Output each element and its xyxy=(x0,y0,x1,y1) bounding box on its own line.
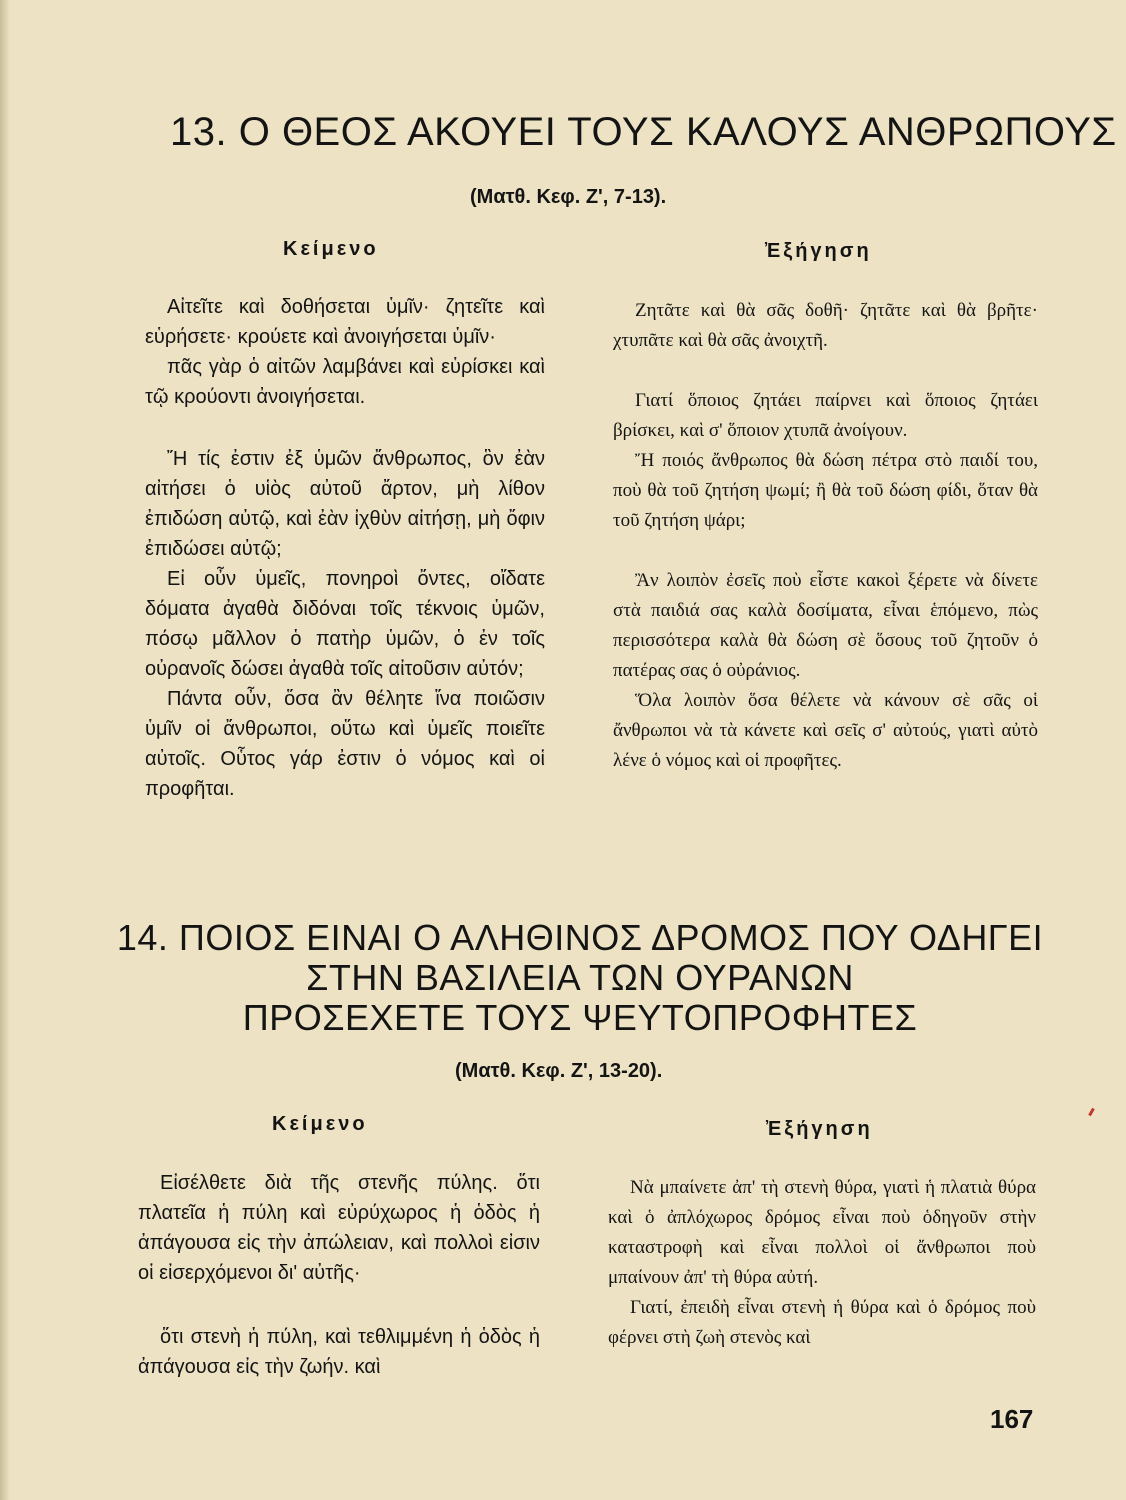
section-14-explanation-heading: Ἐξήγηση xyxy=(766,1118,873,1140)
section-14-original-text xyxy=(138,1168,540,1382)
page-edge-shadow xyxy=(0,0,10,1500)
original-paragraph: Αἰτεῖτε καὶ δοθήσεται ὑμῖν· ζητεῖτε καὶ εὑρήσετε· κρούετε καὶ ἀνοιγήσεται ὑμῖν· xyxy=(145,296,545,348)
original-paragraph: Ἤ τίς ἐστιν ἐξ ὑμῶν ἄνθρωπος, ὃν ἐὰν αἰτήσει ὁ υἱὸς αὐτοῦ ἄρτον, μὴ λίθον ἐπιδώση αὐτῷ, καὶ ἐὰν ἰχθὺν αἰτήσῃ, μὴ ὄφιν ἐπιδώσει αὐτῷ; xyxy=(145,448,545,560)
original-paragraph: πᾶς γὰρ ὁ αἰτῶν λαμβάνει καὶ εὑρίσκει καὶ τῷ κρούοντι ἀνοιγήσεται. xyxy=(145,356,545,408)
explanation-paragraph: Ὅλα λοιπὸν ὅσα θέλετε νὰ κάνουν σὲ σᾶς οἱ ἄνθρωποι νὰ τὰ κάνετε καὶ σεῖς σ' αὐτούς, γιατὶ αὐτὸ λένε ὁ νόμος καὶ οἱ προφῆτες. xyxy=(613,690,1038,771)
explanation-paragraph: Γιατί ὅποιος ζητάει παίρνει καὶ ὅποιος ζητάει βρίσκει, καὶ σ' ὅποιον χτυπᾶ ἀνοίγουν. xyxy=(613,390,1038,441)
original-paragraph: Εἰσέλθετε διὰ τῆς στενῆς πύλης. ὅτι πλατεῖα ἡ πύλη καὶ εὐρύχωρος ἡ ὁδὸς ἡ ἀπάγουσα εἰς τὴν ἀπώλειαν, καὶ πολλοὶ εἰσιν οἱ εἰσερχόμενοι δι' αὐτῆς· xyxy=(138,1172,540,1284)
section-14-text-heading: Κείμενο xyxy=(272,1113,368,1135)
ink-mark xyxy=(1088,1108,1095,1116)
section-13-reference: (Ματθ. Κεφ. Ζ', 7-13). xyxy=(470,186,667,208)
explanation-paragraph: Ζητᾶτε καὶ θὰ σᾶς δοθῆ· ζητᾶτε καὶ θὰ βρῆτε· χτυπᾶτε καὶ θὰ σᾶς ἀνοιχτῆ. xyxy=(613,300,1038,351)
explanation-paragraph: Ἂν λοιπὸν ἐσεῖς ποὺ εἶστε κακοὶ ξέρετε νὰ δίνετε στὰ παιδιά σας καλὰ δοσίματα, εἶναι ἑπόμενο, πὼς περισσότερα καλὰ θὰ δώση σὲ ὅσους τοῦ ζητοῦν ὁ πατέρας σας ὁ οὐράνιος. xyxy=(613,570,1038,681)
explanation-paragraph: Γιατί, ἐπειδὴ εἶναι στενὴ ἡ θύρα καὶ ὁ δρόμος ποὺ φέρνει στὴ ζωὴ στενὸς καὶ xyxy=(608,1297,1036,1348)
section-13-text-heading: Κείμενο xyxy=(283,238,379,260)
page-number: 167 xyxy=(990,1404,1034,1434)
explanation-paragraph: Νὰ μπαίνετε ἀπ' τὴ στενὴ θύρα, γιατὶ ἡ πλατιὰ θύρα καὶ ὁ ἀπλόχωρος δρόμος εἶναι ποὺ ὁδηγοῦν στὴν καταστροφὴ καὶ εἶναι πολλοὶ οἱ ἄνθρωποι ποὺ μπαίνουν ἀπ' τὴ θύρα αὐτή. xyxy=(608,1177,1036,1288)
section-14-explanation-text xyxy=(608,1173,1036,1353)
explanation-paragraph: Ἤ ποιός ἄνθρωπος θὰ δώση πέτρα στὸ παιδί του, ποὺ θὰ τοῦ ζητήση ψωμί; ἢ θὰ τοῦ δώση φίδι, ὅταν θὰ τοῦ ζητήση ψάρι; xyxy=(613,450,1038,531)
section-13-explanation-heading: Ἐξήγηση xyxy=(765,240,872,262)
section-14-reference: (Ματθ. Κεφ. Ζ', 13-20). xyxy=(455,1060,663,1082)
section-14-title-line: ΣΤΗΝ ΒΑΣΙΛΕΙΑ ΤΩΝ ΟΥΡΑΝΩΝ xyxy=(306,957,854,998)
section-14-title xyxy=(110,918,1050,1038)
section-13-original-text xyxy=(145,292,545,804)
section-14-title-line: 14. ΠΟΙΟΣ ΕΙΝΑΙ Ο ΑΛΗΘΙΝΟΣ ΔΡΟΜΟΣ ΠΟΥ ΟΔΗΓΕΙ xyxy=(116,917,1044,958)
original-paragraph: ὅτι στενὴ ἡ πύλη, καὶ τεθλιμμένη ἡ ὁδὸς ἡ ἀπάγουσα εἰς τὴν ζωήν. καὶ xyxy=(138,1326,540,1378)
section-13-title: 13. Ο ΘΕΟΣ ΑΚΟΥΕΙ ΤΟΥΣ ΚΑΛΟΥΣ ΑΝΘΡΩΠΟΥΣ xyxy=(170,110,1117,154)
section-13-explanation-text xyxy=(613,296,1038,776)
original-paragraph: Πάντα οὖν, ὅσα ἂν θέλητε ἵνα ποιῶσιν ὑμῖν οἱ ἄνθρωποι, οὕτω καὶ ὑμεῖς ποιεῖτε αὐτοῖς. Οὗτος γάρ ἐστιν ὁ νόμος καὶ οἱ προφῆται. xyxy=(145,688,545,800)
original-paragraph: Εἰ οὖν ὑμεῖς, πονηροὶ ὄντες, οἴδατε δόματα ἀγαθὰ διδόναι τοῖς τέκνοις ὑμῶν, πόσῳ μᾶλλον ὁ πατὴρ ὑμῶν, ὁ ἐν τοῖς οὐρανοῖς δώσει ἀγαθὰ τοῖς αἰτοῦσιν αὐτόν; xyxy=(145,568,545,680)
section-14-title-line: ΠΡΟΣΕΧΕΤΕ ΤΟΥΣ ΨΕΥΤΟΠΡΟΦΗΤΕΣ xyxy=(242,997,918,1038)
